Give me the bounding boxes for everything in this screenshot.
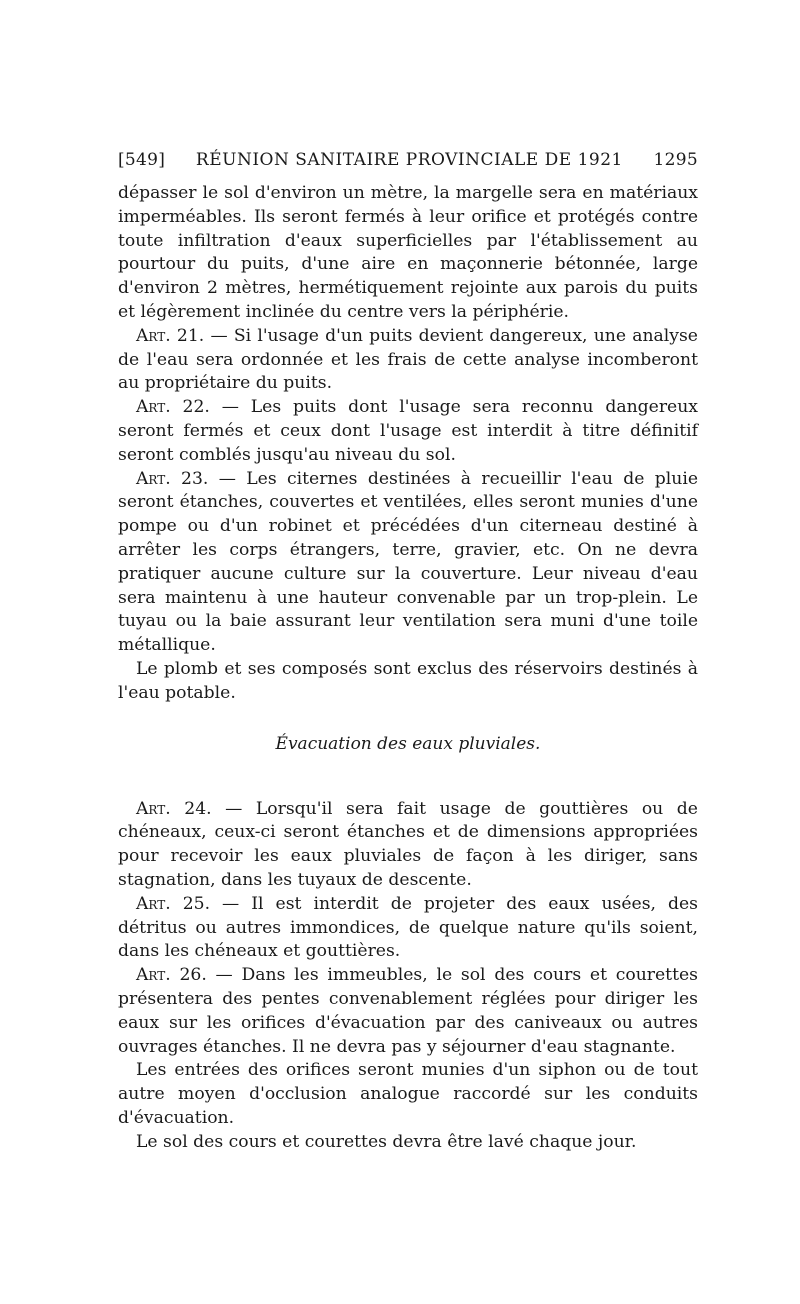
running-title: RÉUNION SANITAIRE PROVINCIALE DE 1921 <box>195 150 623 170</box>
page <box>118 150 698 1154</box>
article-25 <box>118 893 698 964</box>
article-text: — Dans les immeubles, le sol des cours et courettes présentera des pentes convenablement réglées pour diriger les eaux sur les orifices d'évacuation par des caniveaux ou autres ouvrages étanches. Il ne devra pas y séjourner d'eau stagnante. <box>118 965 698 1057</box>
article-label: Art. 21. <box>136 325 205 346</box>
paragraph-text: Le sol des cours et courettes devra être lavé chaque jour. <box>136 1131 637 1152</box>
article-24 <box>118 798 698 893</box>
article-text: — Les puits dont l'usage sera reconnu dangereux seront fermés et ceux dont l'usage est interdit à titre définitif seront comblés jusqu'au niveau du sol. <box>118 397 698 465</box>
article-label: Art. 25. <box>136 893 211 914</box>
article-label: Art. 26. <box>136 965 207 986</box>
article-22 <box>118 396 698 467</box>
section-heading: Évacuation des eaux pluviales. <box>275 733 541 754</box>
paragraph-continuation <box>118 182 698 325</box>
article-label: Art. 23. <box>136 468 209 489</box>
article-text: — Lorsqu'il sera fait usage de gouttières ou de chéneaux, ceux-ci seront étanches et de dimensions appropriées pour recevoir les eaux pluviales de façon à les diriger, sans stagnation, dans les tuyaux de descente. <box>118 798 698 890</box>
article-26 <box>118 964 698 1059</box>
article-text: — Si l'usage d'un puits devient dangereux, une analyse de l'eau sera ordonnée et les frais de cette analyse incomberont au propriétaire du puits. <box>118 325 698 394</box>
running-header <box>118 150 698 170</box>
page-ref: [549] <box>118 150 166 170</box>
article-text: — Il est interdit de projeter des eaux usées, des détritus ou autres immondices, de quelque nature qu'ils soient, dans les chéneaux et gouttières. <box>118 893 698 962</box>
paragraph-orifices <box>118 1059 698 1130</box>
text-block-bottom <box>118 798 698 1155</box>
article-23 <box>118 468 698 658</box>
article-text: — Les citernes destinées à recueillir l'eau de pluie seront étanches, couvertes et ventilées, elles seront munies d'une pompe ou d'un robinet et précédées d'un citerneau destiné à arrêter les corps étrangers, terre, gravier, etc. On ne devra pratiquer aucune culture sur la couverture. Leur niveau d'eau sera maintenu à une hauteur convenable par un trop-plein. Le tuyau ou la baie assurant leur ventilation sera muni d'une toile métallique. <box>118 468 698 656</box>
paragraph-cleaning <box>118 1131 698 1155</box>
page-number: 1295 <box>653 150 698 170</box>
paragraph-text: dépasser le sol d'environ un mètre, la margelle sera en matériaux imperméables. Ils seront fermés à leur orifice et protégés contre toute infiltration d'eaux superficielles par l'établissement au pourtour du puits, d'une aire en maçonnerie bétonnée, large d'environ 2 mètres, hermétiquement rejointe aux parois du puits et légèrement inclinée du centre vers la périphérie. <box>118 183 698 322</box>
paragraph-lead <box>118 658 698 706</box>
article-label: Art. 24. <box>136 798 212 819</box>
text-block-top <box>118 182 698 706</box>
paragraph-text: Le plomb et ses composés sont exclus des réservoirs destinés à l'eau potable. <box>118 658 698 703</box>
article-21 <box>118 325 698 396</box>
paragraph-text: Les entrées des orifices seront munies d'un siphon ou de tout autre moyen d'occlusion analogue raccordé sur les conduits d'évacuation. <box>118 1060 698 1128</box>
article-label: Art. 22. <box>136 397 210 418</box>
